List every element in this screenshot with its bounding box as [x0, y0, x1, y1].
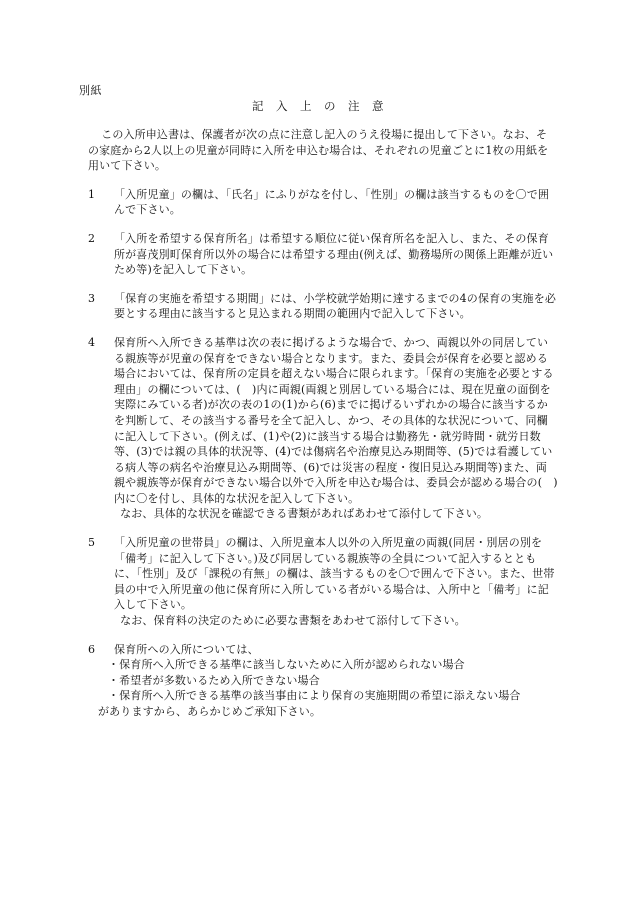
attachment-label: 別紙 [79, 84, 102, 97]
item-number: 3 [88, 291, 96, 305]
item-number: 4 [88, 335, 96, 349]
note-item-2 [88, 231, 558, 278]
item-text: 保育所へ入所できる基準は次の表に掲げるような場合で、かつ、両親以外の同居している親族等が児童の保育をできない場合となります。また、委員会が保育を必要と認める場合においては、保育所の定員を超えない場合に限られます。「保育の実施を必要とする理由」の欄については、( )内に両親(両親と別居している場合には、現在児童の面倒を実際にみている者)が次の表の1の(1)から(6)までに掲げるいずれかの場合に該当するかを判断して、その該当する番号を全て記入し、かつ、その具体的な状況について、同欄に記入して下さい。(例えば、(1)や(2)に該当する場合は勤務先・就労時間・就労日数等、(3)では親の具体的状況等、(4)では傷病名や治療見込み期間等、(5)では看護している病人等の病名や治療見込み期間等、(6)では災害の程度・復旧見込み期間等)また、両親や親族等が保育ができない場合以外で入所を申込む場合は、委員会が認める場合の( )内に〇を付し、具体的な状況を記入して下さい。 [114, 335, 558, 505]
item-6-bullet-list [88, 657, 558, 704]
item-text: 保育所への入所については、 [114, 642, 259, 656]
intro-paragraph: この入所申込書は、保護者が次の点に注意し記入のうえ役場に提出して下さい。なお、その家庭から2人以上の児童が同時に入所を申込む場合は、それぞれの児童ごとに1枚の用紙を用いて下さい。 [88, 128, 549, 173]
note-item-4 [88, 335, 558, 507]
item-number: 2 [88, 231, 96, 245]
item-number: 6 [88, 642, 96, 656]
item-text: 「入所児童」の欄は、「氏名」にふりがなを付し、「性別」の欄は該当するものを〇で囲んで下さい。 [114, 187, 549, 217]
note-item-1 [88, 187, 558, 218]
item-4-note: なお、具体的な状況を確認できる書類があればあわせて添付して下さい。 [120, 507, 489, 521]
item-text: 「入所を希望する保育所名」は希望する順位に従い保育所名を記入し、また、その保育所が喜茂別町保育所以外の場合には希望する理由(例えば、勤務場所の関係上距離が近いため等)を記入して下さい。 [114, 231, 554, 277]
note-item-3 [88, 291, 558, 322]
bullet-item: ・ 希望者が多数いるため入所できない場合 [88, 673, 558, 689]
page-title: 記 入 上 の 注 意 [252, 99, 384, 113]
item-number: 5 [88, 536, 96, 550]
bullet-item: ・ 保育所へ入所できる基準に該当しないために入所が認められない場合 [88, 657, 558, 673]
note-item-5 [88, 535, 558, 613]
item-5-note: なお、保育料の決定のために必要な書類をあわせて添付して下さい。 [120, 614, 466, 628]
note-item-6 [88, 642, 558, 658]
item-text: 「保育の実施を希望する期間」には、小学校就学始期に達するまでの4の保育の実施を必要とする理由に該当すると見込まれる期間の範囲内で記入して下さい。 [114, 291, 556, 321]
bullet-item: ・ 保育所へ入所できる基準の該当事由により保育の実施期間の希望に添えない場合 [88, 688, 558, 704]
document-body [88, 127, 558, 720]
item-6-tail: がありますから、あらかじめご承知下さい。 [98, 705, 321, 718]
item-number: 1 [88, 187, 96, 201]
item-text: 「入所児童の世帯員」の欄は、入所児童本人以外の入所児童の両親(同居・別居の別を「備考」に記入して下さい。)及び同居している親族等の全員について記入するとともに、「性別」及び「課税の有無」の欄は、該当するものを〇で囲んで下さい。また、世帯員の中で入所児童の他に保育所に入所している者がいる場合は、入所中と「備考」に記入して下さい。 [114, 536, 555, 612]
